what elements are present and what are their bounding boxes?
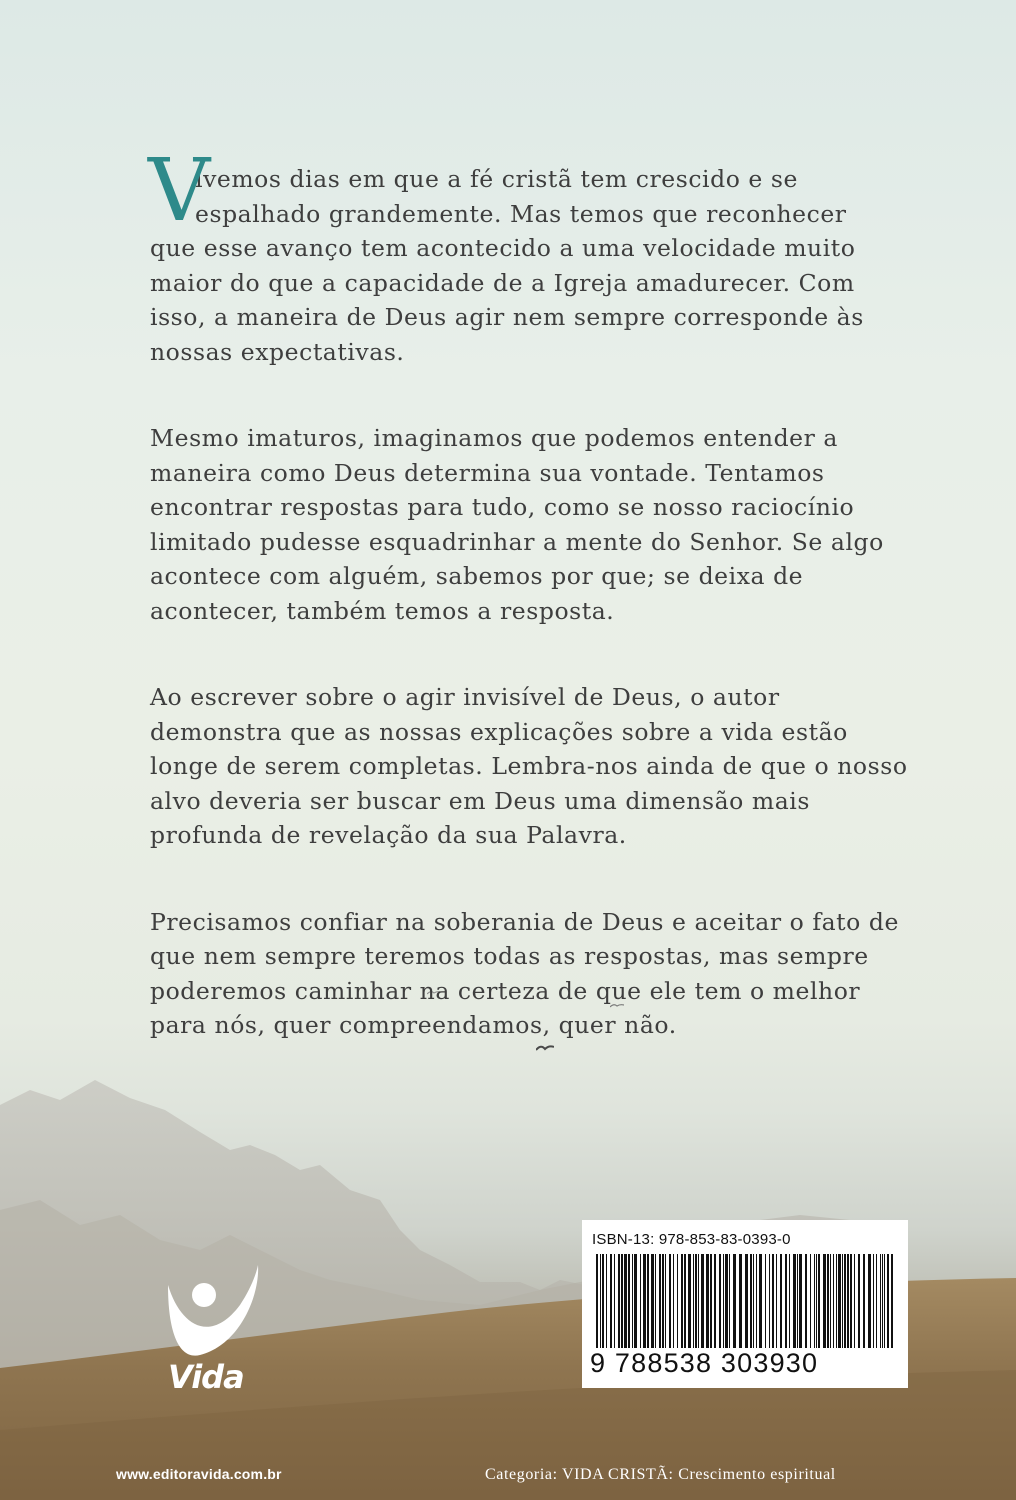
vida-logo-icon [160,1265,270,1365]
paragraph-1-line: maior do que a capacidade de a Igreja amadurecer. Com [150,268,855,297]
paragraph-3: Ao escrever sobre o agir invisível de Deus, o autor demonstra que as nossas explicações sobre a vida estão longe de serem completas. Lembra-nos ainda de que o nosso alvo deveria ser buscar em Deus uma dimensão mais profunda de revelação da sua Palavra. [150,683,908,849]
isbn-label: ISBN-13: 978-853-83-0393-0 [592,1231,791,1248]
paragraph-2: Mesmo imaturos, imaginamos que podemos entender a maneira como Deus determina sua vontade. Tentamos encontrar respostas para tudo, como se nosso raciocínio limitado pudesse esquadrinhar a mente do Senhor. Se algo acontece com alguém, sabemos por que; se deixa de acontecer, também temos a resposta. [150,424,884,625]
publisher-url[interactable]: www.editoravida.com.br [116,1466,282,1482]
paragraph-1-line: nossas expectativas. [150,337,405,366]
drop-cap: V [148,141,211,241]
barcode-bars [596,1254,894,1348]
paragraph-1-line: que esse avanço tem acontecido a uma velocidade muito [150,234,856,262]
isbn-barcode [582,1220,908,1388]
paragraph-4: Precisamos confiar na soberania de Deus e aceitar o fato de que nem sempre teremos todas as respostas, mas sempre poderemos caminhar na certeza de que ele tem o melhor para nós, quer compreendamos, quer não. [150,907,899,1039]
back-cover-blurb [148,141,910,1095]
vida-logo-wordmark: Vida [168,1358,244,1396]
paragraph-1-line: ivemos dias em que a fé cristã tem crescido e se [195,165,798,193]
paragraph-1-line: isso, a maneira de Deus agir nem sempre corresponde às [150,303,864,331]
barcode-digits: 9 788538 303930 [590,1348,819,1378]
paragraph-1 [148,141,910,369]
paragraph-1-line: espalhado grandemente. Mas temos que reconhecer [195,199,847,228]
category-label: Categoria: VIDA CRISTÃ: Crescimento espiritual [485,1466,836,1483]
